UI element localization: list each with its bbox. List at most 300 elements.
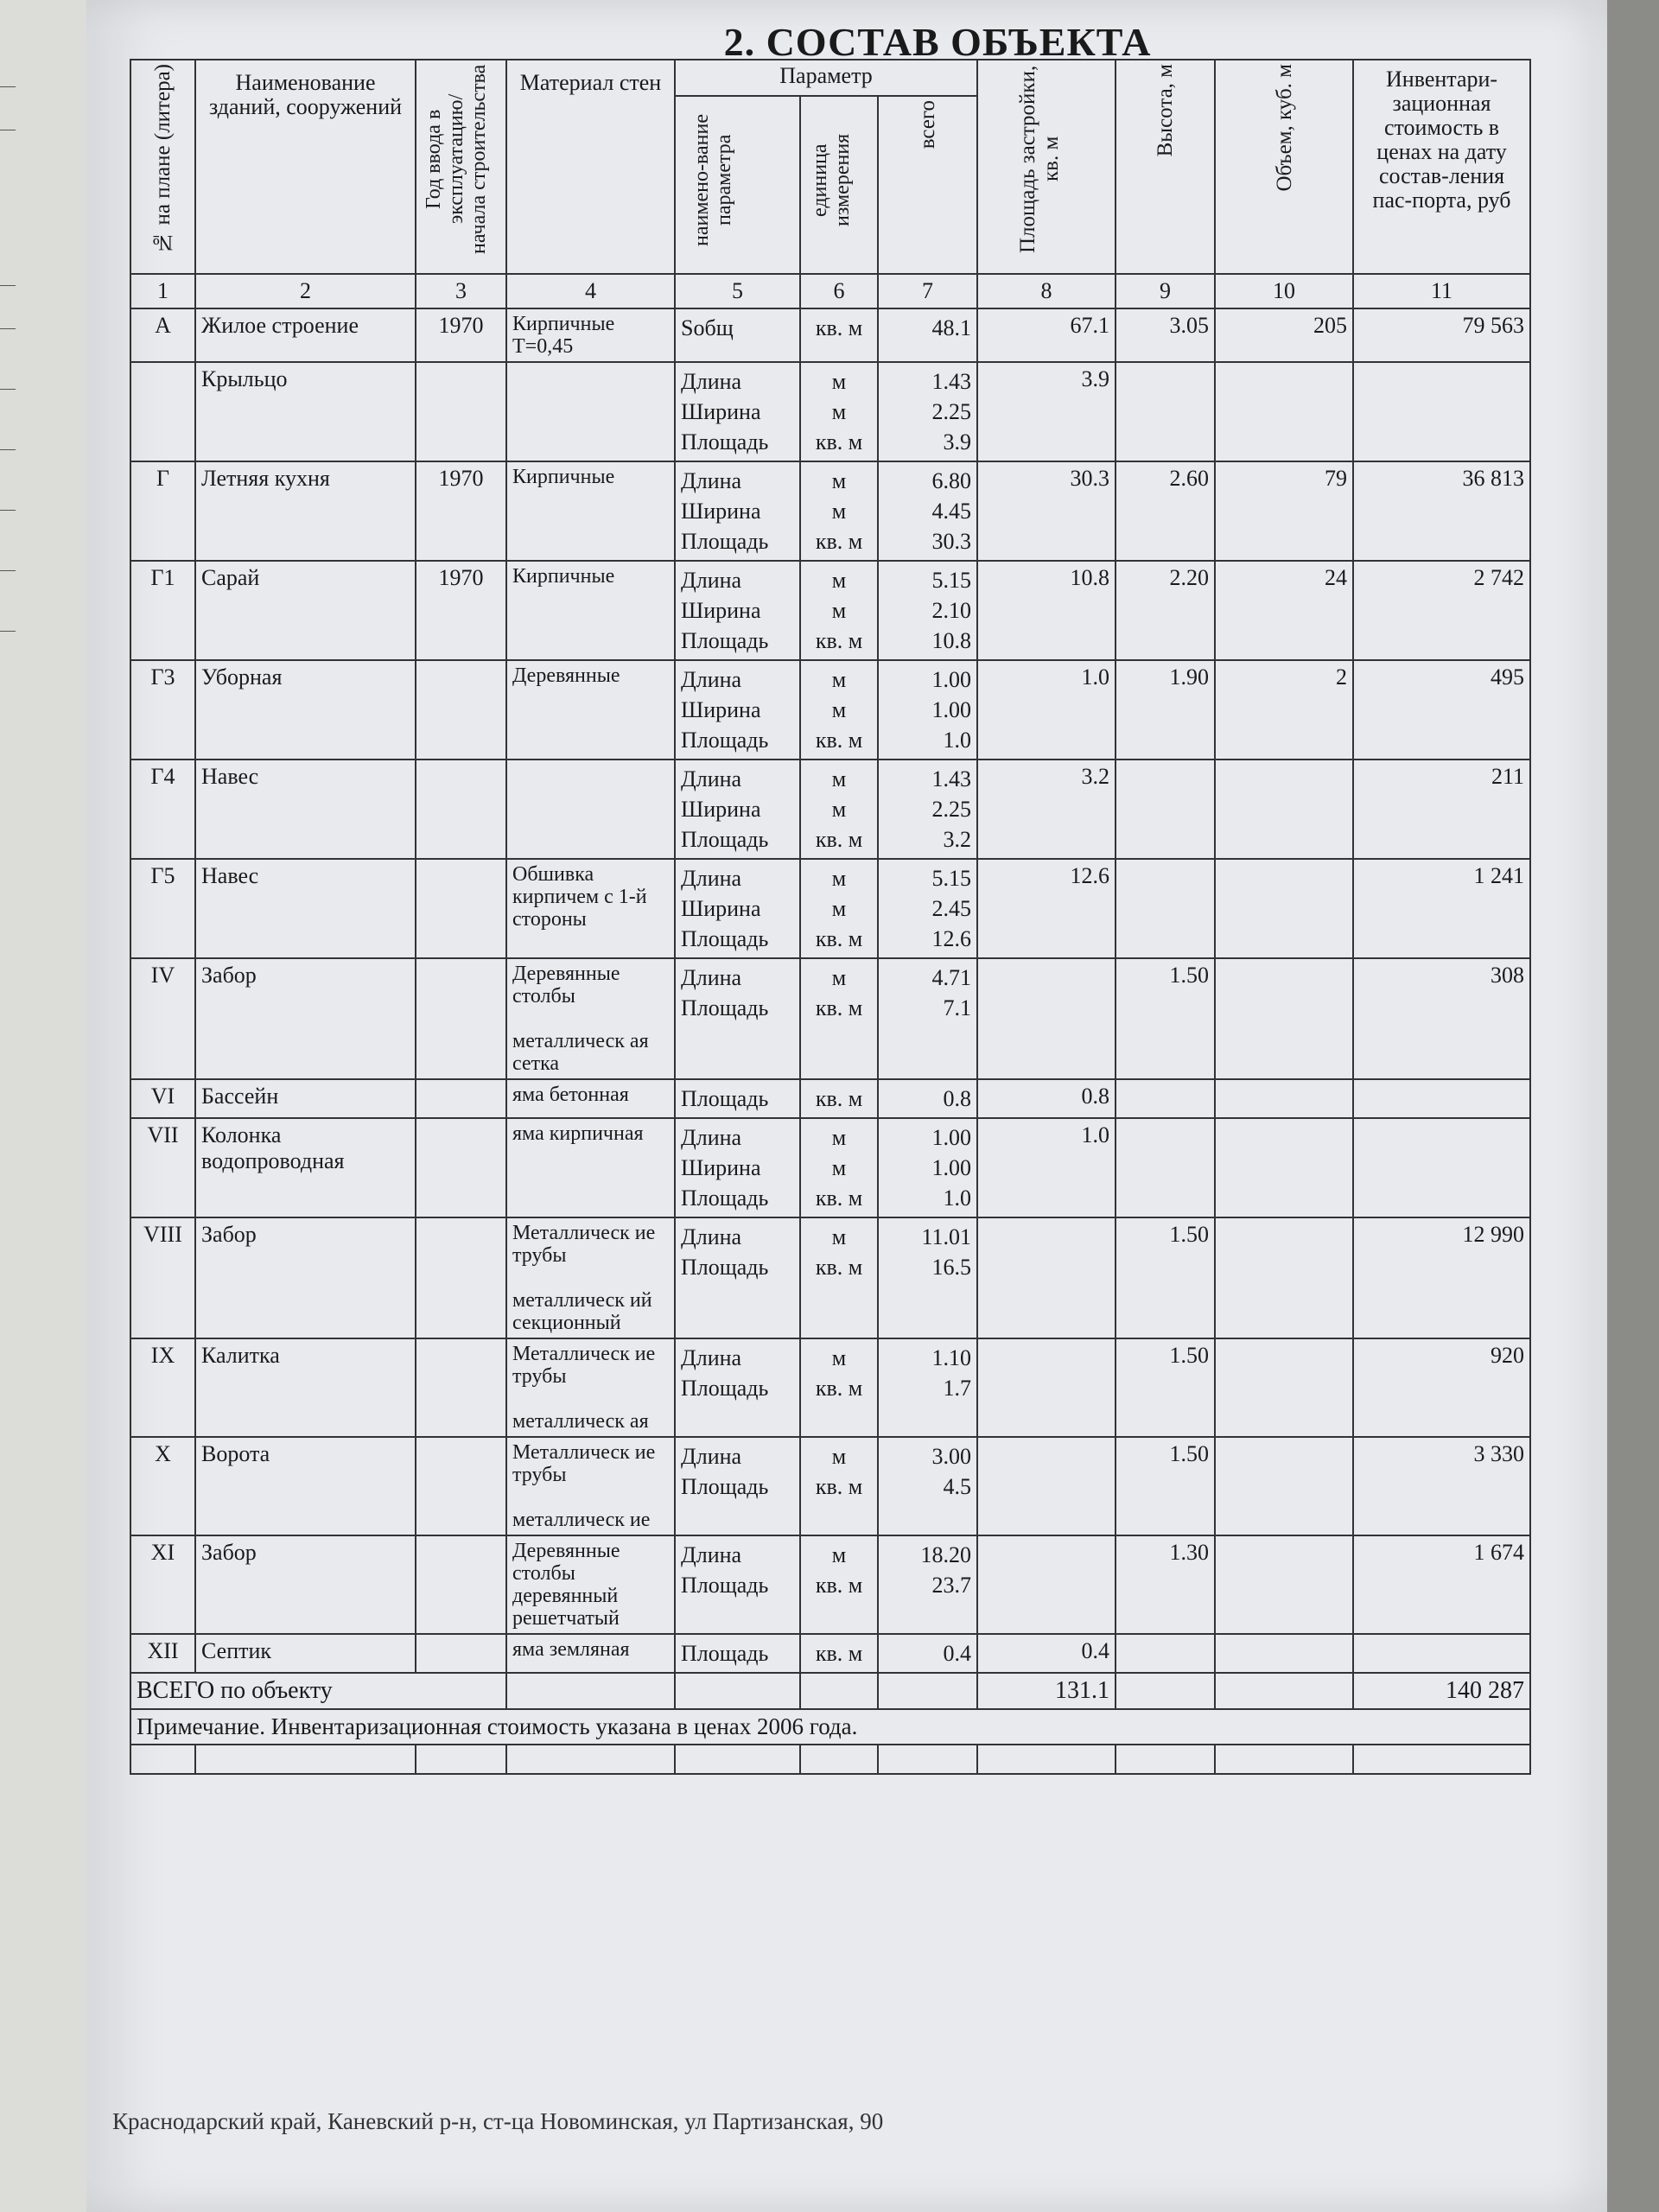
column-number: 1 <box>130 274 195 308</box>
param-values <box>878 1535 977 1634</box>
plan-letter: Г <box>130 461 195 561</box>
built-area: 30.3 <box>977 461 1116 561</box>
volume <box>1215 1535 1353 1634</box>
param-name: Площадь <box>681 1573 769 1598</box>
building-name: Забор <box>195 1535 416 1634</box>
wall-material: яма бетонная <box>506 1079 675 1118</box>
param-values <box>878 1217 977 1338</box>
year-built <box>416 1338 506 1437</box>
param-names <box>675 1535 800 1634</box>
year-built <box>416 1437 506 1535</box>
param-value: 1.00 <box>931 667 972 692</box>
param-units <box>800 760 878 859</box>
height: 3.05 <box>1116 308 1215 362</box>
volume <box>1215 760 1353 859</box>
built-area <box>977 958 1116 1079</box>
table-row <box>130 1118 1530 1217</box>
built-area <box>977 1437 1116 1535</box>
address-footer: Краснодарский край, Каневский р-н, ст-ца Новоминская, ул Партизанская, 90 <box>112 2108 884 2134</box>
param-value: 1.0 <box>943 728 972 753</box>
param-name: Площадь <box>681 1086 769 1111</box>
empty-cell <box>977 1745 1116 1774</box>
volume <box>1215 362 1353 461</box>
param-values <box>878 760 977 859</box>
param-unit: м <box>831 797 847 822</box>
table-row <box>130 561 1530 660</box>
param-names <box>675 1217 800 1338</box>
param-unit: м <box>831 598 847 623</box>
inventory-cost: 920 <box>1353 1338 1530 1437</box>
param-unit: кв. м <box>815 529 863 554</box>
param-name: Ширина <box>681 499 761 524</box>
empty-cell <box>506 1745 675 1774</box>
empty-cell <box>878 1673 977 1709</box>
param-value: 18.20 <box>920 1542 972 1567</box>
height: 1.50 <box>1116 1338 1215 1437</box>
param-value: 5.15 <box>931 866 972 891</box>
volume <box>1215 859 1353 958</box>
plan-letter: XI <box>130 1535 195 1634</box>
table-row <box>130 308 1530 362</box>
header-inventory-cost: Инвентари-зационная стоимость в ценах на дату состав-ления пас-порта, руб <box>1353 60 1530 274</box>
param-unit: кв. м <box>815 1474 863 1499</box>
wall-material: Металлическ ие трубы металлическ ие <box>506 1437 675 1535</box>
wall-material: Металлическ ие трубы металлическ ая <box>506 1338 675 1437</box>
param-names <box>675 958 800 1079</box>
param-units <box>800 1535 878 1634</box>
inventory-cost: 36 813 <box>1353 461 1530 561</box>
empty-cell <box>130 1745 195 1774</box>
building-name: Навес <box>195 859 416 958</box>
param-units <box>800 308 878 362</box>
column-numbers-row <box>130 274 1530 308</box>
column-number: 2 <box>195 274 416 308</box>
height: 1.90 <box>1116 660 1215 760</box>
plan-letter: Г4 <box>130 760 195 859</box>
param-value: 4.45 <box>931 499 972 524</box>
building-name: Септик <box>195 1634 416 1673</box>
param-name: Длина <box>681 766 742 791</box>
table-row <box>130 660 1530 760</box>
plan-letter: IX <box>130 1338 195 1437</box>
param-unit: кв. м <box>815 1185 863 1211</box>
empty-cell <box>506 1673 675 1709</box>
param-units <box>800 859 878 958</box>
year-built: 1970 <box>416 561 506 660</box>
param-units <box>800 1338 878 1437</box>
param-values <box>878 1079 977 1118</box>
param-value: 23.7 <box>931 1573 972 1598</box>
table-row <box>130 1079 1530 1118</box>
param-name: Ширина <box>681 896 761 921</box>
volume: 205 <box>1215 308 1353 362</box>
param-unit: м <box>831 568 847 593</box>
plan-letter: Г1 <box>130 561 195 660</box>
param-value: 0.8 <box>943 1086 972 1111</box>
param-value: 1.00 <box>931 1125 972 1150</box>
param-unit: кв. м <box>815 1376 863 1401</box>
param-names <box>675 561 800 660</box>
empty-cell <box>675 1673 800 1709</box>
page-title: 2. СОСТАВ ОБЪЕКТА <box>723 20 1152 64</box>
param-unit: кв. м <box>815 827 863 852</box>
note-text: Примечание. Инвентаризационная стоимость указана в ценах 2006 года. <box>130 1709 1530 1745</box>
param-units <box>800 1217 878 1338</box>
height: 2.60 <box>1116 461 1215 561</box>
param-name: Ширина <box>681 797 761 822</box>
param-values <box>878 660 977 760</box>
wall-material: Металлическ ие трубы металлическ ий секционный <box>506 1217 675 1338</box>
param-names <box>675 308 800 362</box>
plan-letter: VI <box>130 1079 195 1118</box>
plan-letter: VIII <box>130 1217 195 1338</box>
param-names <box>675 1118 800 1217</box>
building-name: Крыльцо <box>195 362 416 461</box>
height: 1.50 <box>1116 1217 1215 1338</box>
param-values <box>878 1118 977 1217</box>
year-built: 1970 <box>416 461 506 561</box>
param-name: Длина <box>681 468 742 493</box>
year-built <box>416 1217 506 1338</box>
total-label: ВСЕГО по объекту <box>130 1673 506 1709</box>
param-unit: м <box>831 667 847 692</box>
param-name: Ширина <box>681 598 761 623</box>
param-name: Площадь <box>681 1376 769 1401</box>
building-name: Бассейн <box>195 1079 416 1118</box>
param-name: Площадь <box>681 1474 769 1499</box>
param-units <box>800 660 878 760</box>
param-name: Длина <box>681 1224 742 1249</box>
volume <box>1215 1437 1353 1535</box>
param-value: 10.8 <box>931 628 972 653</box>
inventory-cost: 308 <box>1353 958 1530 1079</box>
inventory-cost: 495 <box>1353 660 1530 760</box>
volume <box>1215 1118 1353 1217</box>
param-name: Площадь <box>681 827 769 852</box>
param-names <box>675 859 800 958</box>
built-area: 0.4 <box>977 1634 1116 1673</box>
param-values <box>878 958 977 1079</box>
param-name: Ширина <box>681 1155 761 1180</box>
table-row <box>130 1338 1530 1437</box>
param-value: 7.1 <box>943 995 972 1020</box>
built-area <box>977 1338 1116 1437</box>
param-value: 48.1 <box>931 315 972 340</box>
column-number: 9 <box>1116 274 1215 308</box>
wall-material: Обшивка кирпичем с 1-й стороны <box>506 859 675 958</box>
param-name: Площадь <box>681 628 769 653</box>
header-param-name: наимено-вание параметра <box>675 96 800 274</box>
param-names <box>675 660 800 760</box>
building-name: Забор <box>195 1217 416 1338</box>
param-value: 1.7 <box>943 1376 972 1401</box>
table-row <box>130 1535 1530 1634</box>
built-area <box>977 1217 1116 1338</box>
column-number: 6 <box>800 274 878 308</box>
plan-letter: XII <box>130 1634 195 1673</box>
volume: 79 <box>1215 461 1353 561</box>
param-name: Ширина <box>681 399 761 424</box>
header-built-area: Площадь застройки, кв. м <box>977 60 1116 274</box>
param-unit: кв. м <box>815 315 863 340</box>
param-units <box>800 1437 878 1535</box>
built-area: 3.9 <box>977 362 1116 461</box>
header-height: Высота, м <box>1116 60 1215 274</box>
param-unit: кв. м <box>815 1255 863 1280</box>
param-unit: кв. м <box>815 728 863 753</box>
empty-cell <box>195 1745 416 1774</box>
param-name: Площадь <box>681 1255 769 1280</box>
height: 1.50 <box>1116 1437 1215 1535</box>
param-value: 4.5 <box>943 1474 972 1499</box>
param-values <box>878 859 977 958</box>
param-unit: м <box>831 1444 847 1469</box>
param-value: 11.01 <box>921 1224 972 1249</box>
param-unit: м <box>831 965 847 990</box>
header-wall-material: Материал стен <box>506 60 675 274</box>
volume <box>1215 1217 1353 1338</box>
param-unit: м <box>831 1224 847 1249</box>
param-names <box>675 1437 800 1535</box>
param-value: 5.15 <box>931 568 972 593</box>
height: 1.50 <box>1116 958 1215 1079</box>
wall-material: Кирпичные <box>506 461 675 561</box>
header-param-unit: единица измерения <box>800 96 878 274</box>
building-name: Калитка <box>195 1338 416 1437</box>
param-unit: кв. м <box>815 926 863 951</box>
total-cost: 140 287 <box>1353 1673 1530 1709</box>
height <box>1116 362 1215 461</box>
built-area: 0.8 <box>977 1079 1116 1118</box>
built-area: 3.2 <box>977 760 1116 859</box>
height <box>1116 859 1215 958</box>
note-row <box>130 1709 1530 1745</box>
empty-cell <box>1116 1745 1215 1774</box>
param-value: 1.43 <box>931 766 972 791</box>
wall-material: яма кирпичная <box>506 1118 675 1217</box>
param-name: Длина <box>681 866 742 891</box>
built-area: 67.1 <box>977 308 1116 362</box>
param-value: 2.10 <box>931 598 972 623</box>
param-values <box>878 1437 977 1535</box>
param-value: 4.71 <box>931 965 972 990</box>
param-value: 16.5 <box>931 1255 972 1280</box>
param-value: 6.80 <box>931 468 972 493</box>
param-value: 0.4 <box>943 1641 972 1666</box>
column-number: 7 <box>878 274 977 308</box>
column-number: 4 <box>506 274 675 308</box>
param-value: 1.0 <box>943 1185 972 1211</box>
param-name: Длина <box>681 667 742 692</box>
height <box>1116 1079 1215 1118</box>
empty-cell <box>1353 1745 1530 1774</box>
column-number: 3 <box>416 274 506 308</box>
param-units <box>800 958 878 1079</box>
param-unit: м <box>831 766 847 791</box>
object-composition-table <box>130 59 1531 1775</box>
param-unit: м <box>831 1542 847 1567</box>
param-units <box>800 1118 878 1217</box>
param-units <box>800 1634 878 1673</box>
param-units <box>800 461 878 561</box>
param-unit: м <box>831 468 847 493</box>
column-number: 5 <box>675 274 800 308</box>
param-unit: м <box>831 499 847 524</box>
header-plan-number: № на плане (литера) <box>130 60 195 274</box>
param-name: Площадь <box>681 1641 769 1666</box>
param-value: 1.00 <box>931 1155 972 1180</box>
empty-cell <box>1215 1673 1353 1709</box>
empty-cell <box>416 1745 506 1774</box>
total-area: 131.1 <box>977 1673 1116 1709</box>
param-value: 2.45 <box>931 896 972 921</box>
param-name: Длина <box>681 1125 742 1150</box>
param-value: 1.00 <box>931 697 972 722</box>
param-names <box>675 760 800 859</box>
volume <box>1215 1079 1353 1118</box>
param-unit: м <box>831 399 847 424</box>
param-name: Площадь <box>681 728 769 753</box>
table-row <box>130 958 1530 1079</box>
inventory-cost: 1 674 <box>1353 1535 1530 1634</box>
table-row <box>130 760 1530 859</box>
param-value: 2.25 <box>931 399 972 424</box>
height: 1.30 <box>1116 1535 1215 1634</box>
table-row <box>130 1634 1530 1673</box>
adjacent-page-edge <box>0 0 88 2212</box>
inventory-cost: 211 <box>1353 760 1530 859</box>
param-values <box>878 362 977 461</box>
plan-letter: А <box>130 308 195 362</box>
inventory-cost: 12 990 <box>1353 1217 1530 1338</box>
empty-cell <box>675 1745 800 1774</box>
param-name: Длина <box>681 369 742 394</box>
param-value: 12.6 <box>931 926 972 951</box>
param-unit: кв. м <box>815 1641 863 1666</box>
inventory-cost: 1 241 <box>1353 859 1530 958</box>
year-built <box>416 760 506 859</box>
inventory-cost <box>1353 362 1530 461</box>
table-row <box>130 859 1530 958</box>
wall-material: Деревянные <box>506 660 675 760</box>
wall-material: Кирпичные <box>506 561 675 660</box>
header-param-total: всего <box>878 96 977 274</box>
wall-material: яма земляная <box>506 1634 675 1673</box>
param-units <box>800 362 878 461</box>
param-value: 2.25 <box>931 797 972 822</box>
plan-letter: X <box>130 1437 195 1535</box>
built-area: 1.0 <box>977 660 1116 760</box>
building-name: Сарай <box>195 561 416 660</box>
building-name: Жилое строение <box>195 308 416 362</box>
param-unit: м <box>831 896 847 921</box>
param-unit: кв. м <box>815 628 863 653</box>
param-name: Площадь <box>681 1185 769 1211</box>
wall-material: Деревянные столбы деревянный решетчатый <box>506 1535 675 1634</box>
inventory-cost: 3 330 <box>1353 1437 1530 1535</box>
param-name: Длина <box>681 568 742 593</box>
inventory-cost <box>1353 1634 1530 1673</box>
param-value: 3.9 <box>943 429 972 454</box>
param-value: 3.2 <box>943 827 972 852</box>
year-built <box>416 1118 506 1217</box>
building-name: Летняя кухня <box>195 461 416 561</box>
param-values <box>878 1634 977 1673</box>
empty-cell <box>800 1745 878 1774</box>
inventory-cost: 2 742 <box>1353 561 1530 660</box>
empty-row <box>130 1745 1530 1774</box>
param-name: Длина <box>681 1542 742 1567</box>
param-values <box>878 308 977 362</box>
empty-cell <box>1116 1673 1215 1709</box>
plan-letter <box>130 362 195 461</box>
column-number: 10 <box>1215 274 1353 308</box>
param-names <box>675 362 800 461</box>
param-name: Длина <box>681 1345 742 1370</box>
empty-cell <box>878 1745 977 1774</box>
header-volume: Объем, куб. м <box>1215 60 1353 274</box>
param-names <box>675 461 800 561</box>
param-values <box>878 1338 977 1437</box>
volume: 24 <box>1215 561 1353 660</box>
inventory-cost <box>1353 1079 1530 1118</box>
plan-letter: Г5 <box>130 859 195 958</box>
year-built <box>416 958 506 1079</box>
param-name: Площадь <box>681 529 769 554</box>
built-area: 10.8 <box>977 561 1116 660</box>
building-name: Забор <box>195 958 416 1079</box>
param-unit: м <box>831 1345 847 1370</box>
param-unit: кв. м <box>815 1086 863 1111</box>
param-units <box>800 561 878 660</box>
wall-material: Деревянные столбы металлическ ая сетка <box>506 958 675 1079</box>
wall-material: Кирпичные Т=0,45 <box>506 308 675 362</box>
table-row <box>130 461 1530 561</box>
built-area: 1.0 <box>977 1118 1116 1217</box>
param-name: Площадь <box>681 995 769 1020</box>
volume <box>1215 1634 1353 1673</box>
plan-letter: Г3 <box>130 660 195 760</box>
param-value: 30.3 <box>931 529 972 554</box>
param-name: Ширина <box>681 697 761 722</box>
param-values <box>878 461 977 561</box>
table-row <box>130 1437 1530 1535</box>
param-unit: м <box>831 1155 847 1180</box>
year-built <box>416 660 506 760</box>
param-unit: кв. м <box>815 429 863 454</box>
inventory-cost: 79 563 <box>1353 308 1530 362</box>
plan-letter: IV <box>130 958 195 1079</box>
param-unit: кв. м <box>815 995 863 1020</box>
param-unit: м <box>831 1125 847 1150</box>
header-year: Год ввода в эксплуатацию/ начала строительства <box>416 60 506 274</box>
param-value: 3.00 <box>931 1444 972 1469</box>
height: 2.20 <box>1116 561 1215 660</box>
building-name: Уборная <box>195 660 416 760</box>
inventory-cost <box>1353 1118 1530 1217</box>
column-number: 11 <box>1353 274 1530 308</box>
year-built <box>416 362 506 461</box>
param-name: Площадь <box>681 926 769 951</box>
built-area: 12.6 <box>977 859 1116 958</box>
header-name: Наименование зданий, сооружений <box>195 60 416 274</box>
height <box>1116 760 1215 859</box>
param-values <box>878 561 977 660</box>
param-name: Длина <box>681 965 742 990</box>
param-unit: кв. м <box>815 1573 863 1598</box>
building-name: Колонка водопроводная <box>195 1118 416 1217</box>
year-built <box>416 1634 506 1673</box>
